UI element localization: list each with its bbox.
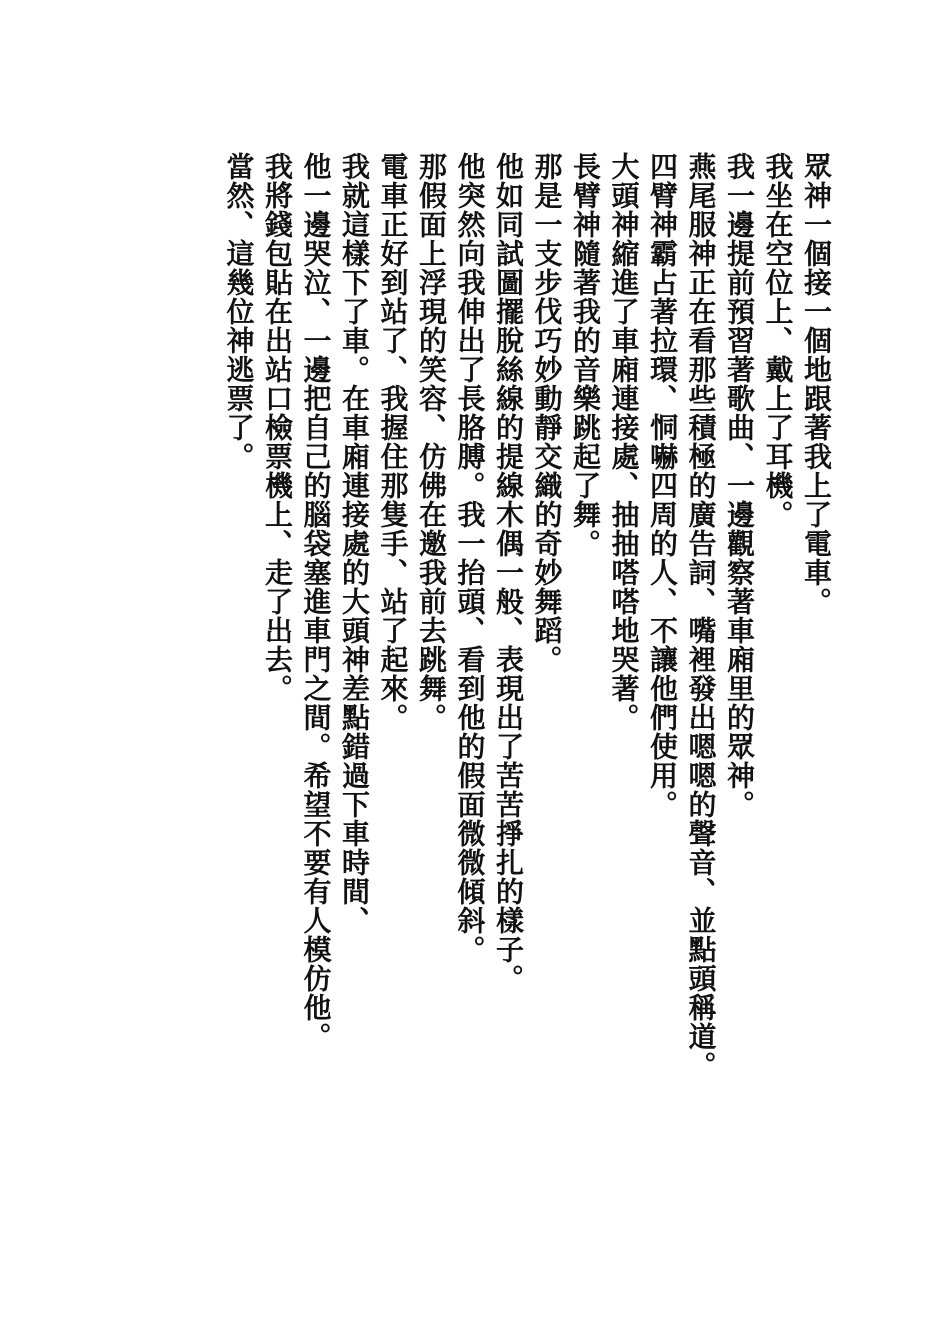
text-line: 他如同試圖擺脫絲線的提線木偶一般、表現出了苦苦掙扎的樣子。 [492,152,525,993]
text-line: 燕尾服神正在看那些積極的廣告詞、嘴裡發出嗯嗯的聲音、並點頭稱道。 [684,152,718,1080]
text-line: 大頭神縮進了車廂連接處、抽抽嗒嗒地哭著。 [607,152,641,732]
text-line: 長臂神隨著我的音樂跳起了舞。 [569,152,602,558]
text-line: 我就這樣下了車。在車廂連接處的大頭神差點錯過下車時間、 [338,152,371,935]
text-line: 當然、這幾位神逃票了。 [222,152,256,471]
text-line: 我將錢包貼在出站口檢票機上、走了出去。 [261,152,294,703]
text-line: 他一邊哭泣、一邊把自己的腦袋塞進車門之間。希望不要有人模仿他。 [299,152,333,1051]
text-line: 我坐在空位上、戴上了耳機。 [761,152,795,529]
text-line: 四臂神霸占著拉環、恫嚇四周的人、不讓他們使用。 [646,152,679,819]
text-line: 那是一支步伐巧妙動靜交織的奇妙舞蹈。 [530,152,564,674]
text-line: 眾神一個接一個地跟著我上了電車。 [800,152,833,616]
vertical-text-block [219,152,835,1080]
text-line: 電車正好到站了、我握住那隻手、站了起來。 [376,152,410,732]
text-line: 我一邊提前預習著歌曲、一邊觀察著車廂里的眾神。 [723,152,756,819]
text-line: 他突然向我伸出了長胳膊。我一抬頭、看到他的假面微微傾斜。 [453,152,487,964]
text-line: 那假面上浮現的笑容、仿佛在邀我前去跳舞。 [415,152,448,732]
